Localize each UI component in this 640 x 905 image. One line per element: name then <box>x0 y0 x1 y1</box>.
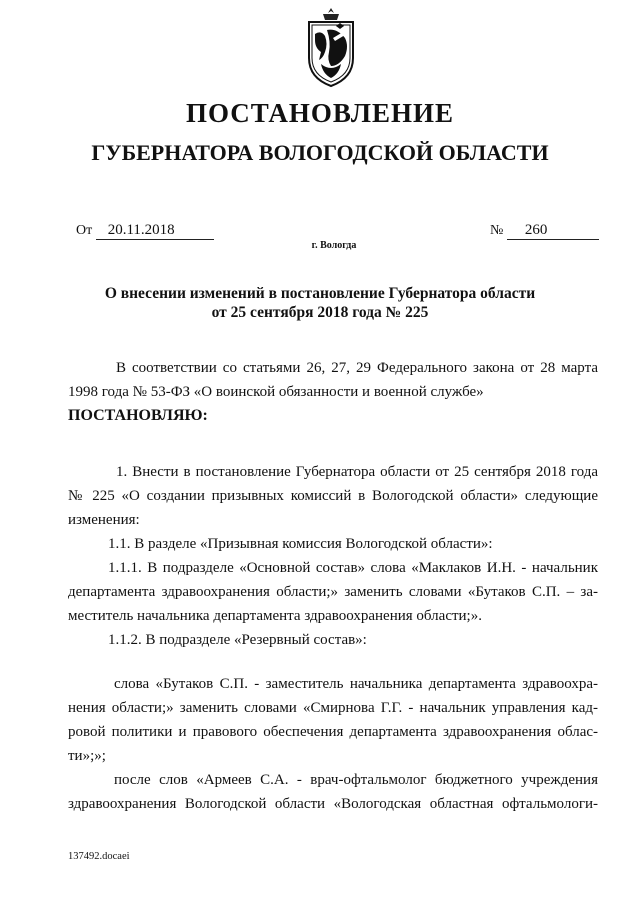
file-reference: 137492.docaei <box>68 851 130 862</box>
item-1 <box>68 460 598 652</box>
text-line: нения области;» заменить словами «Смирнова Г.Г. - начальник управления кад- <box>68 700 598 716</box>
text-line: 1998 года № 53-ФЗ «О воинской обязанности и военной службе» <box>68 384 484 400</box>
date-label: От <box>76 223 93 238</box>
text-line: ровой политики и правового обеспечения департамента здравоохранения облас- <box>68 724 598 740</box>
resolve-heading: ПОСТАНОВЛЯЮ: <box>68 407 208 424</box>
number-value: 260 <box>507 222 599 240</box>
city-label: г. Вологда <box>311 240 357 251</box>
text-line: меститель начальника департамента здравоохранения области;». <box>68 608 482 624</box>
text-line: слова «Бутаков С.П. - заместитель начальника департамента здравоохра- <box>114 676 598 692</box>
document-subject <box>0 284 640 322</box>
text-line: 1. Внести в постановление Губернатора области от 25 сентября 2018 года <box>116 464 598 480</box>
text-line: 1.1.2. В подразделе «Резервный состав»: <box>108 632 367 648</box>
number-label: № <box>490 223 504 238</box>
date-value: 20.11.2018 <box>96 222 214 240</box>
text-line: № 225 «О создании призывных комиссий в Вологодской области» следующие <box>68 488 598 504</box>
text-line: В соответствии со статьями 26, 27, 29 Федерального закона от 28 марта <box>116 360 598 376</box>
text-line: 1.1. В разделе «Призывная комиссия Вологодской области»: <box>108 536 493 552</box>
item-1-1-2-body <box>68 672 598 816</box>
document-title: ПОСТАНОВЛЕНИЕ <box>185 98 455 128</box>
text-line: 1.1.1. В подразделе «Основной состав» слова «Маклаков И.Н. - начальник <box>108 560 598 576</box>
number-field <box>490 222 599 240</box>
date-field <box>76 222 214 240</box>
text-line: изменения: <box>68 512 140 528</box>
subject-line: О внесении изменений в постановление Губернатора области <box>104 285 536 302</box>
text-line: после слов «Армеев С.А. - врач-офтальмолог бюджетного учреждения <box>114 772 598 788</box>
text-line: департамента здравоохранения области;» заменить словами «Бутаков С.П. – за- <box>68 584 598 600</box>
document-issuer: ГУБЕРНАТОРА ВОЛОГОДСКОЙ ОБЛАСТИ <box>91 140 549 165</box>
subject-line: от 25 сентября 2018 года № 225 <box>211 304 429 321</box>
coat-of-arms-icon <box>303 6 359 88</box>
text-line: здравоохранения Вологодской области «Вологодская областная офтальмологи- <box>68 796 598 812</box>
text-line: ти»;»; <box>68 748 106 764</box>
preamble <box>68 356 598 428</box>
